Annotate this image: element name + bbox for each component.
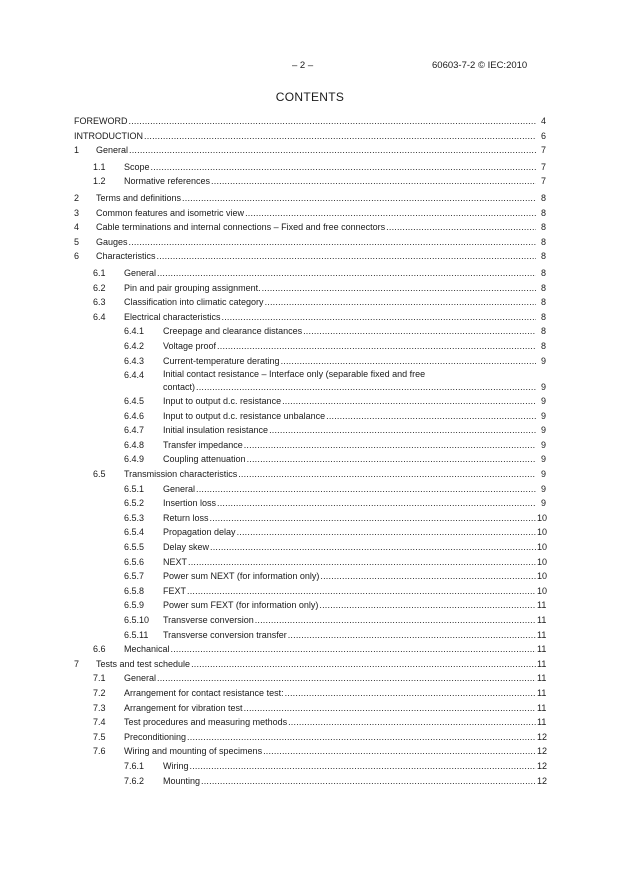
toc-entry-number: 6.4.6 <box>124 410 145 421</box>
toc-entry[interactable] <box>74 496 546 511</box>
toc-entry-page: 8 <box>540 297 546 308</box>
page-header <box>0 60 620 74</box>
dot-leader <box>196 381 536 394</box>
dot-leader <box>237 525 536 540</box>
toc-entry[interactable] <box>74 394 546 409</box>
toc-entry-line <box>163 569 546 584</box>
toc-entry-page: 8 <box>540 340 546 351</box>
toc-entry[interactable] <box>74 715 546 730</box>
dot-leader <box>244 438 536 453</box>
dot-leader <box>247 452 536 467</box>
toc-entry-line <box>124 174 546 189</box>
dot-leader <box>288 628 536 643</box>
toc-entry-line <box>163 628 546 643</box>
toc-entry[interactable] <box>74 774 546 789</box>
toc-entry-page: 9 <box>540 469 546 480</box>
toc-entry-page: 10 <box>537 585 548 596</box>
toc-entry-title: Power sum NEXT (for information only) <box>163 571 320 582</box>
toc-entry-line <box>163 339 546 354</box>
toc-entry-number: 6.5 <box>93 469 106 480</box>
toc-entry-page: 6 <box>540 130 546 141</box>
dot-leader <box>211 174 536 189</box>
page-title: CONTENTS <box>275 90 345 104</box>
toc-entry-title: Coupling attenuation <box>163 454 246 465</box>
toc-entry-title: Wiring <box>163 760 189 771</box>
toc-entry[interactable] <box>74 525 546 540</box>
toc-entry-line <box>124 295 546 310</box>
toc-entry-line <box>124 686 546 701</box>
toc-entry-page: 10 <box>537 527 548 538</box>
toc-entry-line <box>74 114 546 129</box>
toc-entry-line <box>74 129 546 144</box>
toc-entry[interactable] <box>74 657 546 672</box>
dot-leader <box>222 310 536 325</box>
toc-entry-title: Pin and pair grouping assignment. <box>124 282 261 293</box>
toc-entry-title: Classification into climatic category <box>124 297 264 308</box>
dot-leader <box>201 774 536 789</box>
dot-leader <box>196 482 536 497</box>
toc-entry-title: Wiring and mounting of specimens <box>124 746 263 757</box>
toc-entry-number: 6.4.1 <box>124 326 145 337</box>
toc-entry-number: 2 <box>74 192 80 203</box>
toc-entry[interactable] <box>74 452 546 467</box>
toc-entry[interactable] <box>74 467 546 482</box>
toc-entry[interactable] <box>74 354 546 369</box>
toc-entry-page: 9 <box>540 355 546 366</box>
document-reference: 60603-7-2 © IEC:2010 <box>432 60 528 71</box>
toc-entry-number: 6 <box>74 251 80 262</box>
toc-entry-page: 9 <box>540 382 546 393</box>
toc-entry[interactable] <box>74 368 546 394</box>
toc-entry-title: Input to output d.c. resistance unbalance <box>163 410 326 421</box>
toc-entry-line <box>163 613 546 628</box>
toc-entry-title: Preconditioning <box>124 731 187 742</box>
dot-leader <box>129 143 536 158</box>
toc-entry-title: Creepage and clearance distances <box>163 326 303 337</box>
toc-entry-number: 7.6.2 <box>124 775 145 786</box>
dot-leader <box>171 642 536 657</box>
toc-entry-line <box>124 160 546 175</box>
toc-entry[interactable] <box>74 584 546 599</box>
dot-leader <box>129 235 536 250</box>
toc-entry-number: 6.4.9 <box>124 454 145 465</box>
toc-entry-title: General <box>163 483 196 494</box>
toc-entry-line <box>163 496 546 511</box>
toc-entry-line <box>124 310 546 325</box>
dot-leader <box>129 114 537 129</box>
dot-leader <box>151 160 536 175</box>
dot-leader <box>217 496 536 511</box>
toc-entry-title: Transverse conversion transfer <box>163 629 287 640</box>
toc-entry-page: 11 <box>537 658 547 669</box>
toc-entry-number: 7.6 <box>93 746 106 757</box>
toc-entry-number: 6.5.3 <box>124 512 145 523</box>
toc-entry-number: 4 <box>74 222 80 233</box>
toc-entry-page: 11 <box>537 673 547 684</box>
toc-entry-page: 9 <box>540 410 546 421</box>
toc-entry-page: 11 <box>537 644 547 655</box>
toc-entry-line <box>163 511 546 526</box>
toc-entry[interactable] <box>74 249 546 264</box>
toc-entry-number: 6.5.11 <box>124 629 149 640</box>
toc-entry-number: 6.5.2 <box>124 498 145 509</box>
toc-entry-line <box>96 249 546 264</box>
toc-entry-line <box>124 281 546 296</box>
toc-entry[interactable] <box>74 143 546 158</box>
toc-entry-title: Transfer impedance <box>163 439 243 450</box>
dot-leader <box>188 555 536 570</box>
toc-entry[interactable] <box>74 339 546 354</box>
dot-leader <box>187 584 536 599</box>
toc-entry-line <box>124 642 546 657</box>
toc-entry-title: General <box>124 673 157 684</box>
toc-entry-line <box>124 701 546 716</box>
toc-entry-number: 1.1 <box>93 161 106 172</box>
toc-entry[interactable] <box>74 114 546 129</box>
toc-entry-line <box>163 324 546 339</box>
toc-entry-line <box>163 368 546 394</box>
toc-entry-number: 5 <box>74 236 80 247</box>
toc-entry-number: 7.1 <box>93 673 106 684</box>
toc-entry[interactable] <box>74 310 546 325</box>
toc-entry-page: 12 <box>537 760 548 771</box>
toc-entry[interactable] <box>74 423 546 438</box>
toc-entry[interactable] <box>74 281 546 296</box>
toc-entry-number: 6.3 <box>93 297 106 308</box>
toc-entry[interactable] <box>74 174 546 189</box>
toc-entry[interactable] <box>74 129 546 144</box>
toc-entry[interactable] <box>74 701 546 716</box>
toc-entry[interactable] <box>74 628 546 643</box>
toc-entry-line <box>96 206 546 221</box>
toc-entry-page: 8 <box>540 207 546 218</box>
toc-entry-page: 8 <box>540 236 546 247</box>
toc-entry[interactable] <box>74 569 546 584</box>
toc-entry-number: 6.4.4 <box>124 370 145 381</box>
toc-entry-page: 8 <box>540 267 546 278</box>
toc-entry-number: 7.4 <box>93 717 106 728</box>
toc-entry-page: 4 <box>540 116 546 126</box>
toc-entry-title: Tests and test schedule <box>96 658 191 669</box>
dot-leader <box>281 354 536 369</box>
toc-entry-line <box>163 482 546 497</box>
toc-entry[interactable] <box>74 235 546 250</box>
toc-entry-title: Electrical characteristics <box>124 311 221 322</box>
toc-entry-number: 6.4 <box>93 311 106 322</box>
toc-entry-line <box>163 555 546 570</box>
toc-entry-title: Transmission characteristics <box>124 469 238 480</box>
toc-entry[interactable] <box>74 642 546 657</box>
toc-entry-line <box>96 143 546 158</box>
toc-entry-line <box>124 715 546 730</box>
toc-entry-line <box>124 467 546 482</box>
toc-entry-number: 7.3 <box>93 702 106 713</box>
toc-entry-page: 8 <box>540 311 546 322</box>
toc-entry-title: Initial contact resistance – Interface only (separable fixed and free <box>163 369 426 380</box>
toc-entry[interactable] <box>74 324 546 339</box>
toc-entry-number: 6.5.6 <box>124 556 145 567</box>
dot-leader <box>244 701 536 716</box>
toc-entry-page: 9 <box>540 439 546 450</box>
toc-entry-number: 1.2 <box>93 176 106 187</box>
toc-entry-line <box>96 191 546 206</box>
dot-leader <box>144 129 536 144</box>
toc-entry-page: 9 <box>540 396 546 407</box>
toc-entry-title: Gauges <box>96 236 128 247</box>
page-number: – 2 – <box>292 60 314 71</box>
dot-leader <box>262 281 536 296</box>
toc-entry-page: 10 <box>537 556 548 567</box>
toc-entry-number: 6.1 <box>93 267 106 278</box>
toc-entry-line <box>163 774 546 789</box>
toc-entry-number: 6.5.10 <box>124 615 150 625</box>
toc-entry-title: Characteristics <box>96 251 156 262</box>
dot-leader <box>157 249 536 264</box>
table-of-contents <box>74 114 546 788</box>
dot-leader <box>190 759 536 774</box>
toc-entry-page: 11 <box>537 629 547 640</box>
dot-leader <box>217 339 536 354</box>
toc-entry-number: 6.6 <box>93 644 106 655</box>
dot-leader <box>191 657 536 672</box>
toc-entry-number: 6.5.1 <box>124 483 145 494</box>
toc-entry[interactable] <box>74 540 546 555</box>
toc-entry-number: 6.4.7 <box>124 425 145 436</box>
dot-leader <box>265 295 536 310</box>
toc-entry-number: 6.4.8 <box>124 439 145 450</box>
toc-entry-page: 9 <box>540 454 546 465</box>
toc-entry[interactable] <box>74 730 546 745</box>
toc-entry-number: 6.5.8 <box>124 585 145 596</box>
toc-entry-line <box>124 671 546 686</box>
toc-entry[interactable] <box>74 206 546 221</box>
toc-entry-page: 9 <box>540 483 546 494</box>
toc-entry-line <box>163 438 546 453</box>
toc-entry-title: Common features and isometric view <box>96 207 245 218</box>
toc-entry-title: Initial insulation resistance <box>163 425 269 436</box>
toc-entry-title: General <box>124 267 157 278</box>
dot-leader <box>303 324 536 339</box>
dot-leader <box>285 686 536 701</box>
toc-entry-title: Cable terminations and internal connections – Fixed and free connectors <box>96 222 386 233</box>
toc-entry-title: Input to output d.c. resistance <box>163 396 282 407</box>
dot-leader <box>255 613 536 628</box>
toc-entry-page: 9 <box>540 498 546 509</box>
toc-entry-title: Arrangement for contact resistance test: <box>124 687 284 698</box>
toc-entry-title: Current-temperature derating <box>163 355 280 366</box>
toc-entry-page: 11 <box>537 717 547 728</box>
toc-entry[interactable] <box>74 744 546 759</box>
toc-entry[interactable] <box>74 759 546 774</box>
toc-entry-page: 7 <box>540 176 546 187</box>
toc-entry-line <box>124 266 546 281</box>
dot-leader <box>288 715 536 730</box>
toc-entry-page: 12 <box>537 775 548 786</box>
toc-entry-line <box>96 235 546 250</box>
toc-entry[interactable] <box>74 511 546 526</box>
toc-entry-line <box>124 730 546 745</box>
toc-entry-number: 6.4.2 <box>124 340 145 351</box>
toc-entry-title: Terms and definitions <box>96 192 182 203</box>
toc-entry-title: Propagation delay <box>163 527 236 538</box>
toc-entry-page: 8 <box>540 326 546 337</box>
toc-entry-line <box>163 759 546 774</box>
toc-entry-title: Mounting <box>163 775 201 786</box>
toc-entry[interactable] <box>74 555 546 570</box>
toc-entry-number: 6.5.9 <box>124 600 145 611</box>
toc-entry-title: contact) <box>163 382 196 393</box>
toc-entry-page: 10 <box>537 571 548 582</box>
toc-entry-line <box>96 220 546 235</box>
dot-leader <box>210 511 536 526</box>
toc-entry-title: Arrangement for vibration test <box>124 702 243 713</box>
toc-entry-title: FOREWORD <box>74 116 128 126</box>
toc-entry-number: 1 <box>74 145 80 156</box>
toc-entry-title: Delay skew <box>163 542 210 553</box>
toc-entry-number: 7.5 <box>93 731 106 742</box>
toc-entry-title: Transverse conversion <box>163 615 254 625</box>
toc-entry-title: Test procedures and measuring methods <box>124 717 288 728</box>
toc-entry-page: 11 <box>537 687 547 698</box>
toc-entry-number: 6.5.5 <box>124 542 145 553</box>
toc-entry[interactable] <box>74 686 546 701</box>
toc-entry-title: INTRODUCTION <box>74 130 143 141</box>
toc-entry-line <box>163 540 546 555</box>
dot-leader <box>187 730 536 745</box>
toc-entry[interactable] <box>74 598 546 613</box>
dot-leader <box>269 423 536 438</box>
toc-entry-line <box>163 525 546 540</box>
toc-entry-page: 8 <box>540 251 546 262</box>
toc-entry-title: Normative references <box>124 176 211 187</box>
toc-entry-title: Mechanical <box>124 644 170 655</box>
toc-entry-line <box>163 409 546 424</box>
toc-entry-title: Voltage proof <box>163 340 217 351</box>
toc-entry[interactable] <box>74 160 546 175</box>
dot-leader <box>157 671 536 686</box>
dot-leader <box>245 206 536 221</box>
toc-entry-title: FEXT <box>163 585 187 596</box>
toc-entry-line <box>163 354 546 369</box>
toc-entry-page: 8 <box>540 282 546 293</box>
toc-entry-page: 11 <box>537 615 547 625</box>
dot-leader <box>238 467 536 482</box>
toc-entry-title: Power sum FEXT (for information only) <box>163 600 319 611</box>
toc-entry-line <box>163 394 546 409</box>
toc-entry-title: Return loss <box>163 512 209 523</box>
dot-leader <box>157 266 536 281</box>
dot-leader <box>182 191 536 206</box>
toc-entry-title: NEXT <box>163 556 188 567</box>
dot-leader <box>320 569 536 584</box>
toc-entry-line <box>163 423 546 438</box>
dot-leader <box>319 598 536 613</box>
toc-entry-page: 10 <box>537 542 548 553</box>
toc-entry-number: 6.5.7 <box>124 571 145 582</box>
toc-entry-number: 6.4.5 <box>124 396 145 407</box>
toc-entry-page: 10 <box>537 512 548 523</box>
toc-entry-title: General <box>96 145 129 156</box>
toc-entry-number: 6.4.3 <box>124 355 145 366</box>
toc-entry[interactable] <box>74 482 546 497</box>
toc-entry-page: 7 <box>540 145 546 156</box>
toc-entry[interactable] <box>74 266 546 281</box>
toc-entry-number: 6.2 <box>93 282 106 293</box>
toc-entry-page: 11 <box>537 600 547 611</box>
toc-entry-page: 11 <box>537 702 547 713</box>
toc-entry-number: 3 <box>74 207 80 218</box>
toc-entry-line <box>163 598 546 613</box>
toc-entry-line <box>163 584 546 599</box>
toc-entry-number: 7 <box>74 658 80 669</box>
toc-entry-page: 9 <box>540 425 546 436</box>
toc-entry-line <box>163 452 546 467</box>
toc-entry-title: Insertion loss <box>163 498 217 509</box>
dot-leader <box>386 220 536 235</box>
toc-entry[interactable] <box>74 409 546 424</box>
toc-entry-number: 6.5.4 <box>124 527 145 538</box>
toc-entry-page: 12 <box>537 746 548 757</box>
toc-entry-page: 7 <box>540 161 546 172</box>
toc-entry[interactable] <box>74 671 546 686</box>
dot-leader <box>210 540 536 555</box>
toc-entry-page: 8 <box>540 222 546 233</box>
toc-entry-page: 12 <box>537 731 548 742</box>
toc-entry[interactable] <box>74 295 546 310</box>
toc-entry-page: 8 <box>540 192 546 203</box>
toc-entry-number: 7.6.1 <box>124 760 145 771</box>
toc-entry[interactable] <box>74 438 546 453</box>
toc-entry[interactable] <box>74 613 546 628</box>
toc-entry[interactable] <box>74 220 546 235</box>
toc-entry[interactable] <box>74 191 546 206</box>
dot-leader <box>326 409 536 424</box>
toc-entry-number: 7.2 <box>93 687 106 698</box>
toc-entry-title: Scope <box>124 161 150 172</box>
toc-entry-line <box>96 657 546 672</box>
dot-leader <box>282 394 536 409</box>
dot-leader <box>263 744 536 759</box>
toc-entry-line <box>124 744 546 759</box>
